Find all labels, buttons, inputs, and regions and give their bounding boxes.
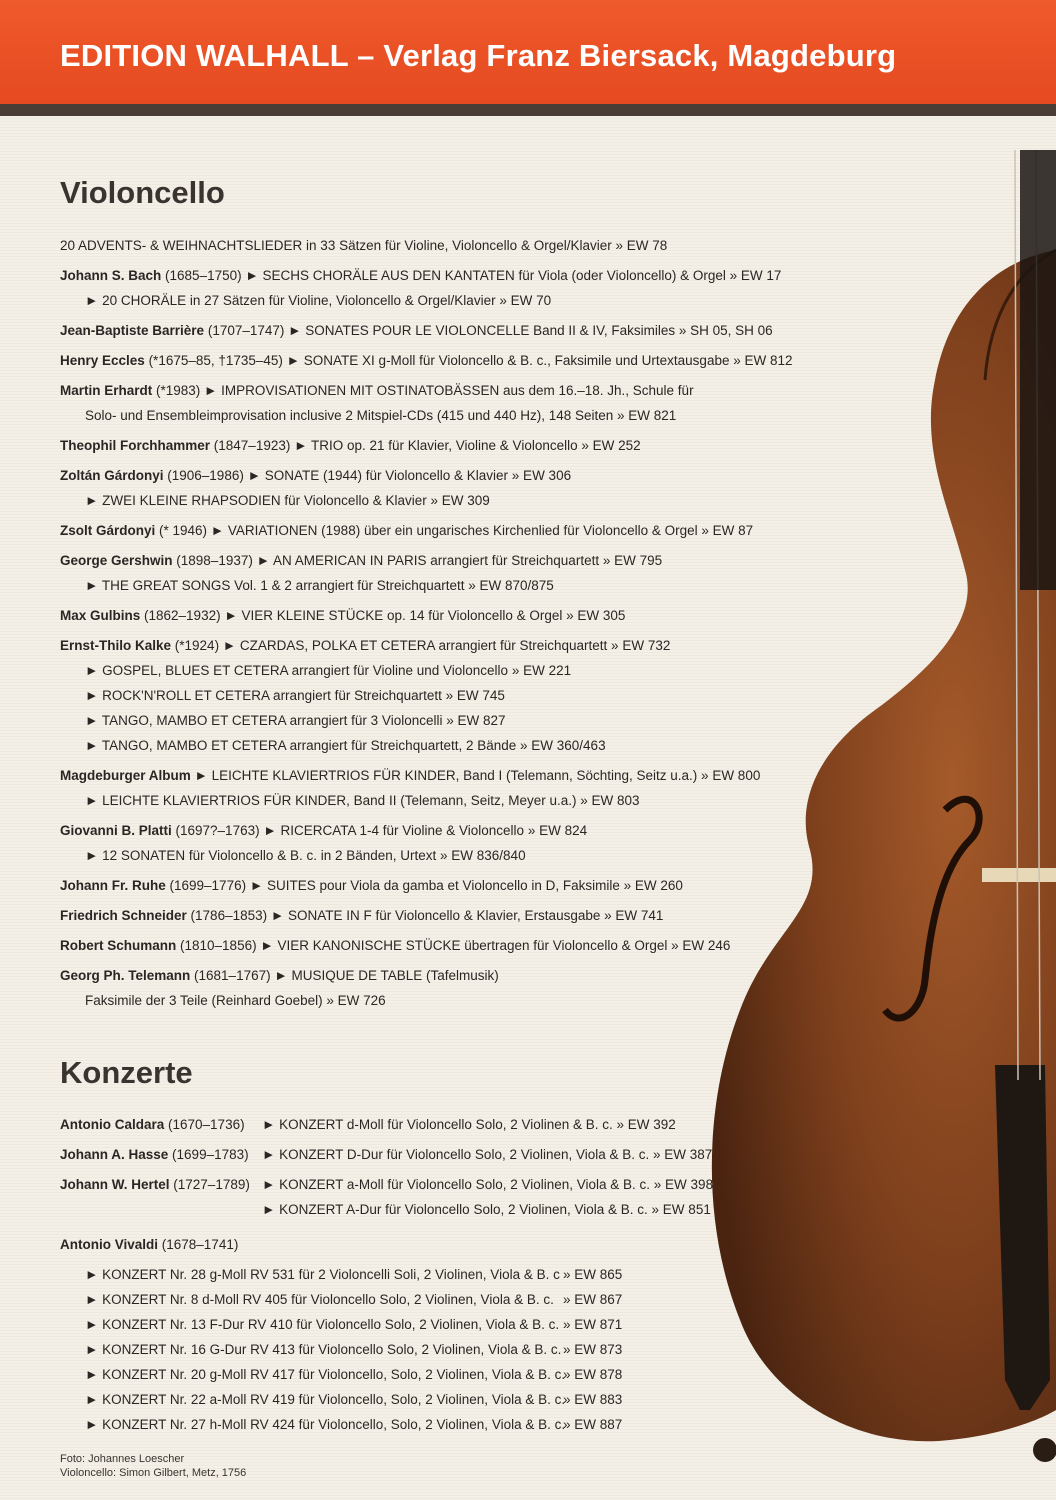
list-item: ► KONZERT Nr. 28 g-Moll RV 531 für 2 Violoncelli Soli, 2 Violinen, Viola & B. c » EW 865 — [85, 1267, 623, 1282]
list-item: George Gershwin (1898–1937) ► AN AMERICAN IN PARIS arrangiert für Streichquartett » EW 795 — [60, 553, 663, 568]
list-item: ► 20 CHORÄLE in 27 Sätzen für Violine, Violoncello & Orgel/Klavier » EW 70 — [85, 293, 552, 308]
list-item: Ernst-Thilo Kalke (*1924) ► CZARDAS, POLKA ET CETERA arrangiert für Streichquartett » EW 732 — [60, 638, 671, 653]
violoncello-list — [60, 233, 800, 1013]
list-item: Johann A. Hasse (1699–1783) ► KONZERT D-Dur für Violoncello Solo, 2 Violinen, Viola & B. c. » EW 387 — [60, 1147, 713, 1162]
section-title-konzerte: Konzerte — [60, 1055, 193, 1090]
list-item: Antonio Vivaldi (1678–1741) — [60, 1237, 239, 1252]
list-item: Georg Ph. Telemann (1681–1767) ► MUSIQUE DE TABLE (Tafelmusik) — [60, 968, 499, 983]
list-item: Johann S. Bach (1685–1750) ► SECHS CHORÄLE AUS DEN KANTATEN für Viola (oder Violoncello) & Orgel » EW 17 — [60, 268, 782, 283]
publisher-title: EDITION WALHALL – Verlag Franz Biersack, Magdeburg — [60, 38, 897, 73]
list-item: Johann W. Hertel (1727–1789) ► KONZERT a-Moll für Violoncello Solo, 2 Violinen, Viola & B. c. » EW 398 — [60, 1177, 714, 1192]
header-bar — [0, 0, 1056, 104]
list-item: ► KONZERT Nr. 13 F-Dur RV 410 für Violoncello Solo, 2 Violinen, Viola & B. c. » EW 871 — [85, 1317, 623, 1332]
list-item: Zsolt Gárdonyi (* 1946) ► VARIATIONEN (1988) über ein ungarisches Kirchenlied für Violoncello & Orgel » EW 87 — [60, 523, 754, 538]
list-item: ► ZWEI KLEINE RHAPSODIEN für Violoncello & Klavier » EW 309 — [85, 493, 490, 508]
list-item: ► TANGO, MAMBO ET CETERA arrangiert für Streichquartett, 2 Bände » EW 360/463 — [85, 738, 606, 753]
list-item: Antonio Caldara (1670–1736) ► KONZERT d-Moll für Violoncello Solo, 2 Violinen & B. c. » EW 392 — [60, 1117, 676, 1132]
list-item: ► 12 SONATEN für Violoncello & B. c. in 2 Bänden, Urtext » EW 836/840 — [85, 848, 526, 863]
list-item: ► KONZERT Nr. 8 d-Moll RV 405 für Violoncello Solo, 2 Violinen, Viola & B. c. » EW 867 — [85, 1292, 623, 1307]
list-item: Magdeburger Album ► LEICHTE KLAVIERTRIOS FÜR KINDER, Band I (Telemann, Söchting, Seitz u.a.) » EW 800 — [60, 768, 761, 783]
photo-credit: Foto: Johannes Loescher — [60, 1453, 185, 1465]
instrument-credit: Violoncello: Simon Gilbert, Metz, 1756 — [60, 1467, 247, 1479]
photo-credits — [60, 1452, 246, 1480]
konzerte-list — [60, 1112, 800, 1437]
list-item: ► TANGO, MAMBO ET CETERA arrangiert für 3 Violoncelli » EW 827 — [85, 713, 506, 728]
list-item: Solo- und Ensembleimprovisation inclusive 2 Mitspiel-CDs (415 und 440 Hz), 148 Seiten » EW 821 — [85, 408, 677, 423]
list-item: ► KONZERT Nr. 22 a-Moll RV 419 für Violoncello, Solo, 2 Violinen, Viola & B. c.» EW 883 — [85, 1392, 623, 1407]
list-item: ► KONZERT Nr. 27 h-Moll RV 424 für Violoncello, Solo, 2 Violinen, Viola & B. c.» EW 887 — [85, 1417, 623, 1432]
list-item: ► KONZERT Nr. 16 G-Dur RV 413 für Violoncello Solo, 2 Violinen, Viola & B. c. » EW 873 — [85, 1342, 623, 1357]
list-item: Robert Schumann (1810–1856) ► VIER KANONISCHE STÜCKE übertragen für Violoncello & Orgel » EW 246 — [60, 938, 731, 953]
list-item: Henry Eccles (*1675–85, †1735–45) ► SONATE XI g-Moll für Violoncello & B. c., Faksimile und Urtextausgabe » EW 812 — [60, 353, 793, 368]
list-item: ► LEICHTE KLAVIERTRIOS FÜR KINDER, Band II (Telemann, Seitz, Meyer u.a.) » EW 803 — [85, 793, 640, 808]
list-item: Giovanni B. Platti (1697?–1763) ► RICERCATA 1-4 für Violine & Violoncello » EW 824 — [60, 823, 588, 838]
section-title-violoncello: Violoncello — [60, 175, 225, 210]
list-item: Max Gulbins (1862–1932) ► VIER KLEINE STÜCKE op. 14 für Violoncello & Orgel » EW 305 — [60, 608, 626, 623]
list-item: ► KONZERT Nr. 20 g-Moll RV 417 für Violoncello, Solo, 2 Violinen, Viola & B. c.» EW 878 — [85, 1367, 623, 1382]
list-item: ► KONZERT A-Dur für Violoncello Solo, 2 Violinen, Viola & B. c. » EW 851 — [262, 1202, 711, 1217]
list-item: 20 ADVENTS- & WEIHNACHTSLIEDER in 33 Sätzen für Violine, Violoncello & Orgel/Klavier » EW 78 — [60, 238, 668, 253]
list-item: ► GOSPEL, BLUES ET CETERA arrangiert für Violine und Violoncello » EW 221 — [85, 663, 572, 678]
list-item: Friedrich Schneider (1786–1853) ► SONATE IN F für Violoncello & Klavier, Erstausgabe » EW 741 — [60, 908, 664, 923]
list-item: Faksimile der 3 Teile (Reinhard Goebel) » EW 726 — [85, 993, 386, 1008]
list-item: ► ROCK'N'ROLL ET CETERA arrangiert für Streichquartett » EW 745 — [85, 688, 505, 703]
list-item: Martin Erhardt (*1983) ► IMPROVISATIONEN MIT OSTINATOBÄSSEN aus dem 16.–18. Jh., Schule für — [60, 383, 694, 398]
list-item: Theophil Forchhammer (1847–1923) ► TRIO op. 21 für Klavier, Violine & Violoncello » EW 252 — [60, 438, 641, 453]
header-divider — [0, 104, 1056, 116]
list-item: ► THE GREAT SONGS Vol. 1 & 2 arrangiert für Streichquartett » EW 870/875 — [85, 578, 554, 593]
list-item: Johann Fr. Ruhe (1699–1776) ► SUITES pour Viola da gamba et Violoncello in D, Faksimile » EW 260 — [60, 878, 683, 893]
list-item: Jean-Baptiste Barrière (1707–1747) ► SONATES POUR LE VIOLONCELLE Band II & IV, Faksimiles » SH 05, SH 06 — [60, 323, 773, 338]
list-item: Zoltán Gárdonyi (1906–1986) ► SONATE (1944) für Violoncello & Klavier » EW 306 — [60, 468, 572, 483]
